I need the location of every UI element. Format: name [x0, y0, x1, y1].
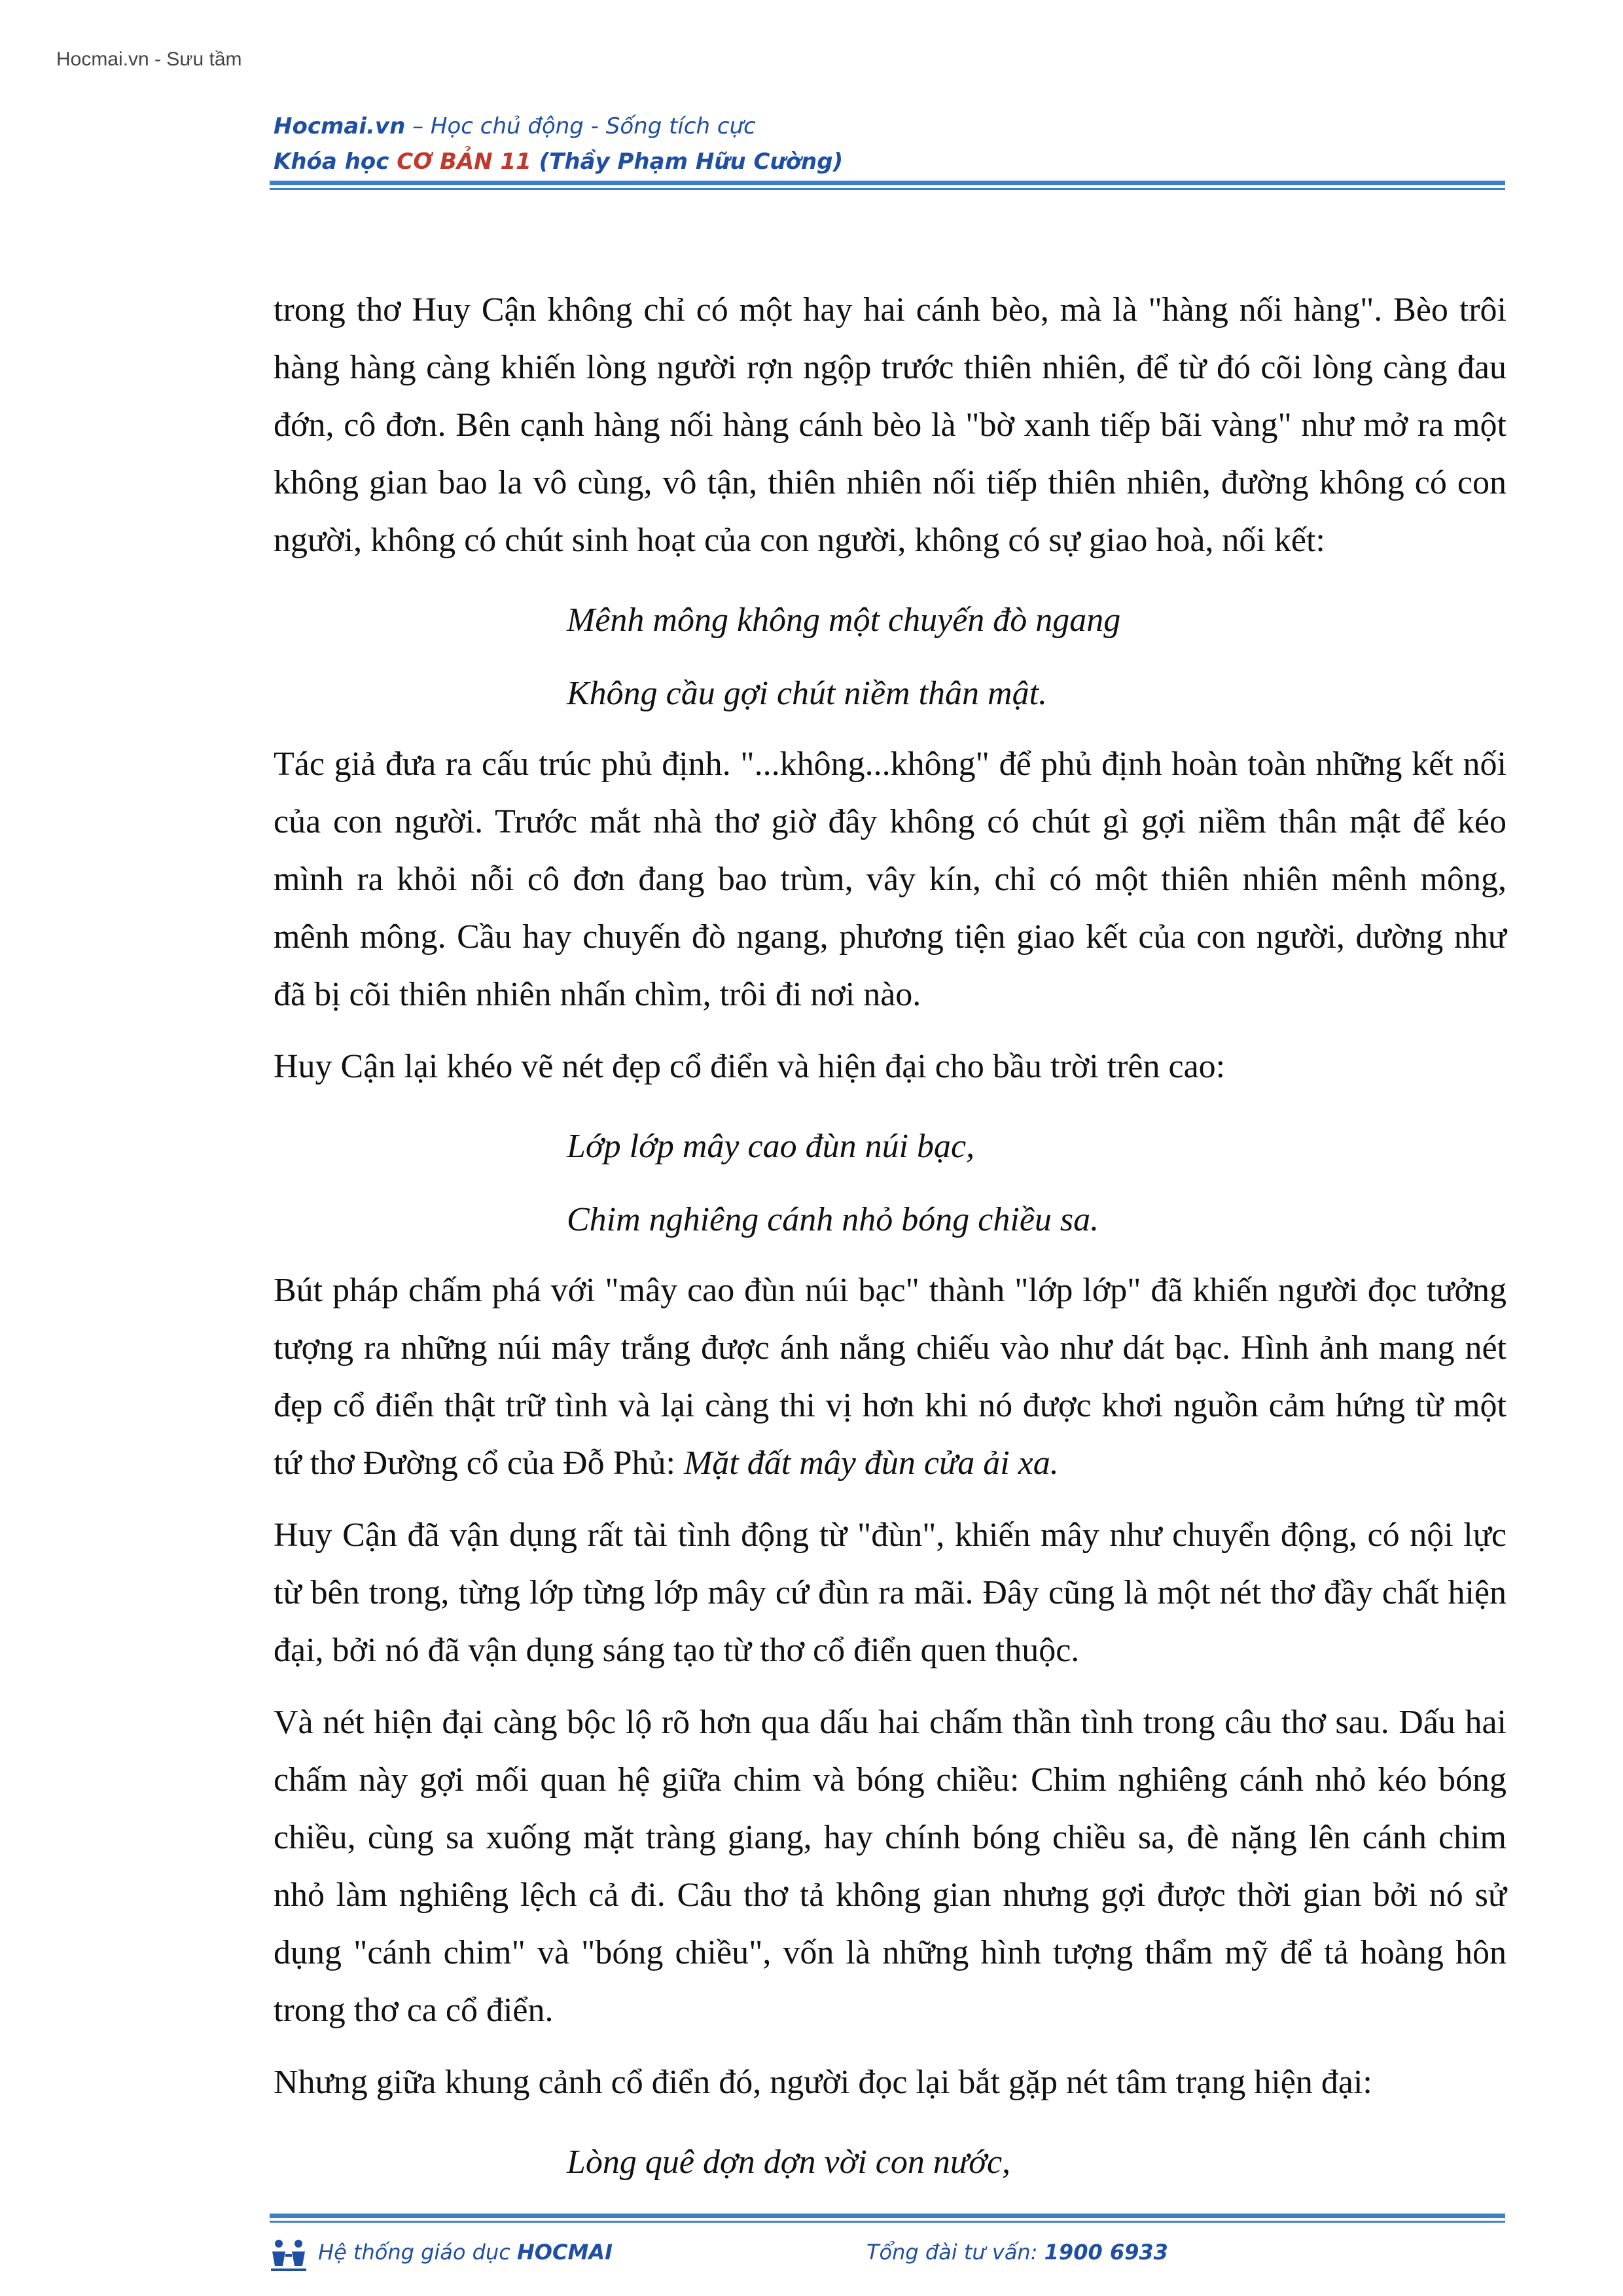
verse-line: Không cầu gợi chút niềm thân mật. — [567, 675, 1048, 712]
verse-line: Chim nghiêng cánh nhỏ bóng chiều sa. — [567, 1201, 1099, 1238]
paragraph-6: Và nét hiện đại càng bộc lộ rõ hơn qua dấu hai chấm thần tình trong câu thơ sau. Dấu hai chấm này gợi mối quan hệ giữa chim và bóng chiều: Chim nghiêng cánh nhỏ kéo bóng chiều, cùng sa xuống mặt tràng giang, hay chính bóng chiều sa, đè nặng lên cánh chim nhỏ làm nghiêng lệch cả đi. Câu thơ tả không gian nhưng gợi được thời gian bởi nó sử dụng "cánh chim" và "bóng chiều", vốn là những hình tượng thẩm mỹ để tả hoàng hôn trong thơ ca cổ điển. — [274, 1704, 1507, 2029]
brand-name: Hocmai.vn — [274, 113, 406, 139]
verse-line: Mênh mông không một chuyến đò ngang — [567, 601, 1121, 639]
header-course-line — [274, 144, 1504, 179]
course-label: Khóa học — [274, 149, 397, 175]
footer-organization — [318, 2240, 613, 2265]
document-body — [274, 281, 1507, 2204]
paragraph-4 — [274, 1262, 1507, 1492]
paragraph-7: Nhưng giữa khung cảnh cổ điển đó, người đọc lại bắt gặp nét tâm trạng hiện đại: — [274, 2064, 1372, 2101]
paragraph-1: trong thơ Huy Cận không chỉ có một hay hai cánh bèo, mà là "hàng nối hàng". Bèo trôi hàng hàng càng khiến lòng người rợn ngộp trước thiên nhiên, để từ đó cõi lòng càng đau đớn, cô đơn. Bên cạnh hàng nối hàng cánh bèo là "bờ xanh tiếp bãi vàng" như mở ra một không gian bao la vô cùng, vô tận, thiên nhiên nối tiếp thiên nhiên, đường không có con người, không có chút sinh hoạt của con người, không có sự giao hoà, nối kết: — [274, 291, 1507, 559]
teacher-name: (Thầy Phạm Hữu Cường) — [531, 149, 844, 175]
footer-hotline — [866, 2240, 1168, 2265]
brand-tagline: – Học chủ động - Sống tích cực — [405, 113, 756, 139]
paragraph-3: Huy Cận lại khéo vẽ nét đẹp cổ điển và hiện đại cho bầu trời trên cao: — [274, 1048, 1226, 1085]
paragraph-4-text: Bút pháp chấm phá với "mây cao đùn núi bạc" thành "lớp lớp" đã khiến người đọc tưởng tượng ra những núi mây trắng được ánh nắng chiếu vào như dát bạc. Hình ảnh mang nét đẹp cổ điển thật trữ tình và lại càng thi vị hơn khi nó được khơi nguồn cảm hứng từ một tứ thơ Đường cổ của Đỗ Phủ: — [274, 1272, 1507, 1482]
footer-hotline-number: 1900 6933 — [1044, 2240, 1168, 2265]
header-divider-thin — [270, 188, 1505, 190]
header-tagline-line — [274, 109, 1504, 144]
footer-org-label: Hệ thống giáo dục — [318, 2240, 518, 2265]
paragraph-2: Tác giả đưa ra cấu trúc phủ định. "...không...không" để phủ định hoàn toàn những kết nối của con người. Trước mắt nhà thơ giờ đây không có chút gì gợi niềm thân mật để kéo mình ra khỏi nỗi cô đơn đang bao trùm, vây kín, chỉ có một thiên nhiên mênh mông, mênh mông. Cầu hay chuyến đò ngang, phương tiện giao kết của con người, dường như đã bị cõi thiên nhiên nhấn chìm, trôi đi nơi nào. — [274, 745, 1507, 1013]
paragraph-4-quote: Mặt đất mây đùn cửa ải xa. — [683, 1444, 1059, 1482]
course-name: CƠ BẢN 11 — [397, 149, 531, 175]
header-divider — [270, 181, 1505, 185]
verse-line: Lớp lớp mây cao đùn núi bạc, — [567, 1128, 975, 1165]
page-header — [274, 109, 1504, 179]
verse-block-1 — [274, 584, 1507, 730]
hocmai-logo-icon — [270, 2236, 308, 2272]
page-footer — [270, 2233, 1505, 2279]
paragraph-5: Huy Cận đã vận dụng rất tài tình động từ "đùn", khiến mây như chuyển động, có nội lực từ bên trong, từng lớp từng lớp mây cứ đùn ra mãi. Đây cũng là một nét thơ đầy chất hiện đại, bởi nó đã vận dụng sáng tạo từ thơ cổ điển quen thuộc. — [274, 1516, 1507, 1669]
verse-block-2 — [274, 1110, 1507, 1257]
footer-divider — [270, 2214, 1505, 2218]
verse-block-3 — [274, 2126, 1507, 2199]
source-note: Hocmai.vn - Sưu tầm — [56, 48, 242, 70]
footer-hotline-label: Tổng đài tư vấn: — [866, 2240, 1044, 2265]
verse-line: Lòng quê dợn dợn vời con nước, — [567, 2144, 1011, 2181]
footer-org-name: HOCMAI — [517, 2240, 613, 2265]
footer-divider-thin — [270, 2221, 1505, 2223]
